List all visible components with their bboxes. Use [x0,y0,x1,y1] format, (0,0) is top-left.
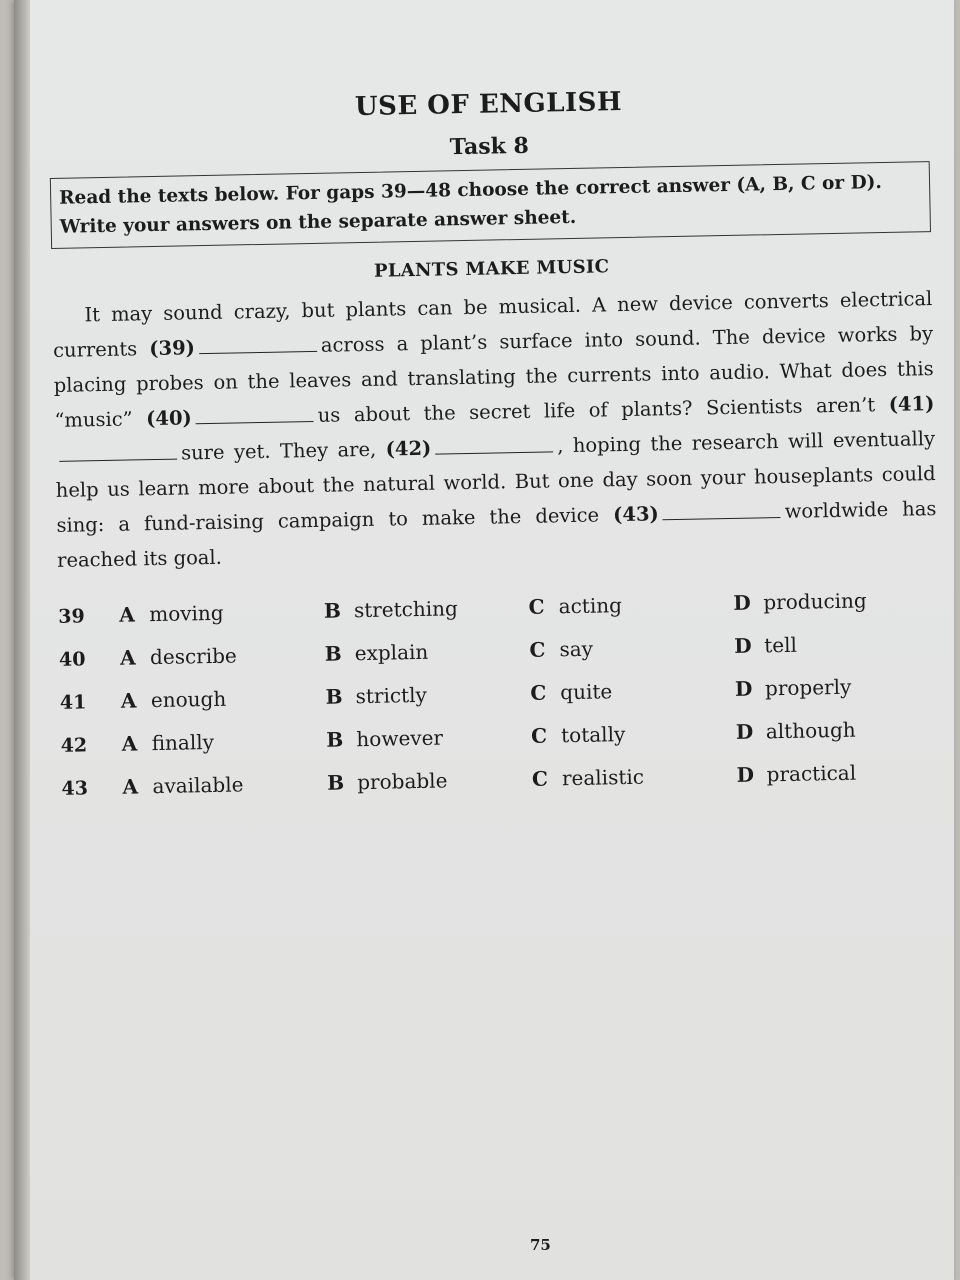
option-letter: B [326,727,344,753]
option-d[interactable] [734,630,939,658]
option-d[interactable] [736,759,941,787]
option-text: acting [558,593,623,619]
passage-text: sure yet. They are, [180,438,377,465]
gap-42-number: (42) [385,437,432,461]
option-c[interactable] [530,677,735,705]
gap-41-number: (41) [888,392,935,417]
option-letter: D [734,676,753,702]
option-text: moving [149,601,224,627]
option-text: strictly [355,683,428,709]
option-text: quite [560,679,613,705]
question-number: 39 [58,605,85,629]
book-page [14,0,954,1280]
text-title: PLANTS MAKE MUSIC [373,256,610,283]
option-letter: A [122,774,139,800]
question-number: 41 [59,691,87,715]
option-a[interactable] [120,642,325,670]
option-d[interactable] [735,673,940,701]
option-letter: D [733,633,752,659]
option-letter: B [324,641,342,667]
option-b[interactable] [325,681,530,709]
option-letter: C [531,766,549,792]
option-c[interactable] [528,591,733,619]
option-text: practical [766,760,857,787]
option-letter: B [323,598,342,624]
section-title: USE OF ENGLISH [354,86,623,123]
option-text: describe [149,643,237,670]
question-number: 42 [60,734,88,758]
option-letter: A [119,602,135,628]
option-text: tell [763,633,798,658]
option-d[interactable] [733,587,938,615]
answer-options [58,587,942,819]
option-letter: A [121,731,138,757]
page-number: 75 [530,1236,551,1254]
option-text: totally [560,722,626,748]
gap-40-number: (40) [145,406,192,431]
option-a[interactable] [121,685,326,713]
option-b[interactable] [326,724,531,752]
page-content [48,67,942,819]
option-a[interactable] [119,599,324,627]
task-title: Task 8 [449,132,530,161]
passage-text: worldwide has reached its goal. [56,497,937,573]
passage-text: across a plant’s surface into sound. The device works by placing probes on the leaves and translating the currents into audio. What does this “music” [53,322,934,433]
option-letter: C [528,594,545,620]
option-letter: A [119,645,136,671]
option-d[interactable] [736,716,941,744]
passage [52,281,937,578]
passage-text: It may sound crazy, but plants can be musical. A new device converts electrical currents [52,287,933,363]
option-a[interactable] [121,728,326,756]
option-letter: D [735,719,754,745]
gap-42-blank[interactable] [435,451,553,455]
option-letter: C [530,723,548,749]
passage-text: , hoping the research will eventually help us learn more about the natural world. But one day soon your houseplants could sing: a fund-raising campaign to make the device [55,427,936,538]
gap-39-blank[interactable] [199,350,317,354]
option-letter: D [733,590,751,616]
option-c[interactable] [532,763,737,791]
option-text: producing [763,588,867,615]
gap-39-number: (39) [149,336,196,361]
passage-text: us about the secret life of plants? Scientists aren’t [317,393,876,428]
option-text: say [559,636,594,662]
option-b[interactable] [325,638,530,666]
option-b[interactable] [327,767,532,795]
gap-41-blank[interactable] [59,458,177,462]
option-letter: C [529,637,546,663]
gap-43-number: (43) [612,502,659,527]
option-text: properly [764,675,852,701]
option-text: although [765,717,856,744]
instructions-box: Read the texts below. For gaps 39—48 choose the correct answer (A, B, C or D). Write your answers on the separate answer sheet. [50,161,931,249]
option-text: available [152,772,244,799]
option-b[interactable] [324,595,529,623]
option-letter: C [530,680,547,706]
gap-43-blank[interactable] [663,516,781,520]
option-letter: B [327,770,345,796]
option-text: finally [151,730,215,756]
option-letter: D [736,762,755,788]
option-text: explain [354,640,429,666]
option-letter: A [120,688,137,714]
option-text: however [356,725,444,752]
page-binding-edge [14,0,30,1280]
question-number: 43 [61,777,89,801]
option-text: realistic [561,765,645,791]
gap-40-blank[interactable] [196,420,314,424]
option-text: enough [150,687,227,713]
option-text: stretching [353,596,459,623]
question-number: 40 [58,648,86,672]
option-letter: B [325,684,343,710]
option-c[interactable] [531,720,736,748]
option-a[interactable] [122,771,327,799]
option-text: probable [357,768,448,795]
option-c[interactable] [529,634,734,662]
